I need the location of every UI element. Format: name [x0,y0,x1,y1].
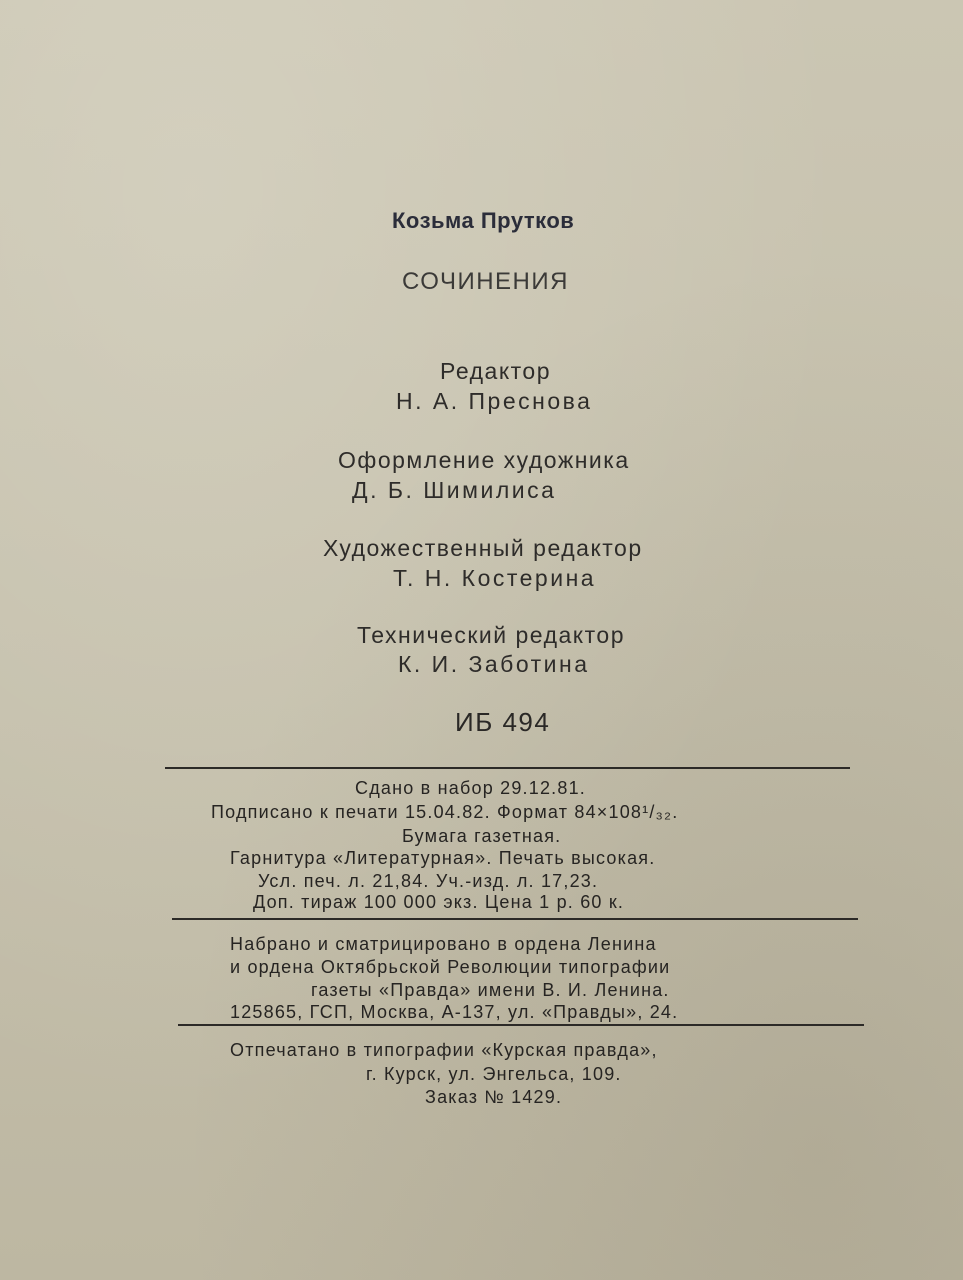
print-detail-line: Гарнитура «Литературная». Печать высокая. [230,848,656,868]
credit-name-art-editor: Т. Н. Костерина [393,565,597,591]
print-detail-line: Подписано к печати 15.04.82. Формат 84×108¹/₃₂. [211,802,679,822]
print-detail-line: Бумага газетная. [402,826,562,846]
divider-top [165,767,850,769]
typesetting-line: газеты «Правда» имени В. И. Ленина. [311,980,670,1000]
typesetting-line: и ордена Октябрьской Революции типографии [230,957,671,977]
credit-name-design: Д. Б. Шимилиса [352,477,557,503]
divider-middle [172,918,858,920]
printing-line: Заказ № 1429. [425,1087,563,1107]
book-author: Козьма Прутков [392,208,575,233]
ib-number: ИБ 494 [455,707,551,737]
typesetting-line: Набрано и сматрицировано в ордена Ленина [230,934,657,954]
credit-role-tech-editor: Технический редактор [357,622,625,648]
print-detail-line: Сдано в набор 29.12.81. [355,778,586,798]
credit-role-editor: Редактор [440,358,552,384]
credit-name-tech-editor: К. И. Заботина [398,651,590,677]
printing-line: Отпечатано в типографии «Курская правда», [230,1040,658,1060]
credit-name-editor: Н. А. Преснова [396,388,593,414]
divider-bottom [178,1024,864,1026]
credit-role-design: Оформление художника [338,447,630,473]
print-detail-line: Усл. печ. л. 21,84. Уч.-изд. л. 17,23. [258,871,599,891]
credit-role-art-editor: Художественный редактор [323,535,643,561]
printing-line: г. Курск, ул. Энгельса, 109. [366,1064,622,1084]
print-detail-line: Доп. тираж 100 000 экз. Цена 1 р. 60 к. [253,892,625,912]
book-title: СОЧИНЕНИЯ [402,268,569,295]
typesetting-line: 125865, ГСП, Москва, А-137, ул. «Правды», 24. [230,1002,679,1022]
